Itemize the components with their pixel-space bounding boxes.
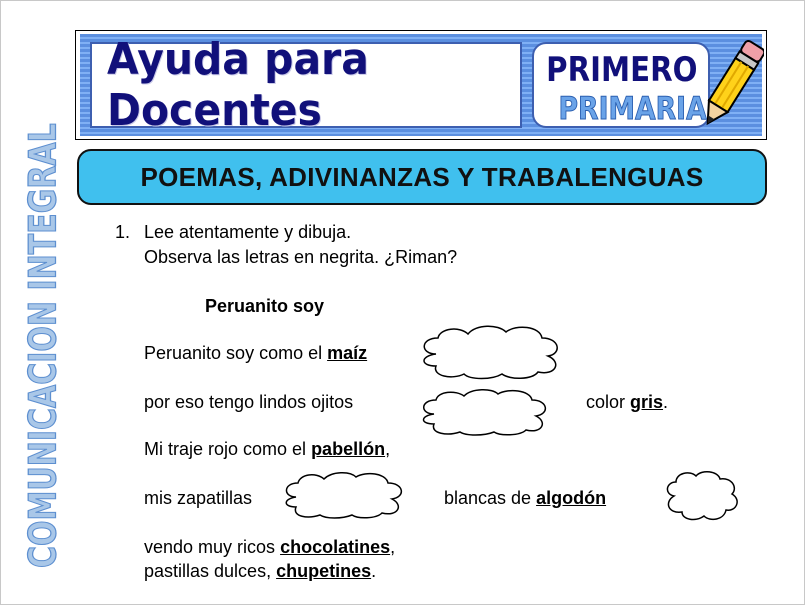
poem-line-1 — [144, 343, 367, 364]
poem-line-2b-text: color — [586, 392, 631, 412]
grade-line-1: PRIMERO — [546, 50, 698, 90]
poem-line-5-text: vendo muy ricos — [144, 537, 281, 557]
pencil-icon — [698, 36, 764, 136]
drawing-cloud-2 — [416, 388, 554, 436]
grade-box — [532, 42, 710, 128]
drawing-cloud-4 — [662, 470, 742, 522]
poem-line-6 — [144, 561, 376, 582]
poem-line-6-end: . — [371, 561, 377, 581]
poem-line-2b — [586, 392, 668, 413]
drawing-cloud-1 — [416, 324, 566, 380]
header-banner — [75, 30, 767, 140]
section-title-box — [77, 149, 767, 205]
instruction-line-1: Lee atentamente y dibuja. — [144, 222, 352, 242]
brand-title: Ayuda para Docentes — [106, 34, 369, 136]
poem-line-5 — [144, 537, 395, 558]
rhyme-word-algodon: algodón — [536, 488, 607, 508]
rhyme-word-pabellon: pabellón — [311, 439, 386, 459]
poem-line-3-end: , — [385, 439, 391, 459]
poem-line-6-text: pastillas dulces, — [144, 561, 277, 581]
rhyme-word-chocolatines: chocolatines — [280, 537, 391, 557]
side-label-text: COMUNICACION INTEGRAL — [21, 123, 66, 568]
poem-line-4b-text: blancas de — [444, 488, 537, 508]
poem-title: Peruanito soy — [205, 296, 325, 316]
poem-line-3 — [144, 439, 390, 460]
poem-line-1-text: Peruanito soy como el — [144, 343, 328, 363]
section-title: POEMAS, ADIVINANZAS Y TRABALENGUAS — [140, 161, 704, 192]
poem-line-4: mis zapatillas — [144, 488, 253, 508]
instruction-line-2: Observa las letras en negrita. ¿Riman? — [144, 247, 458, 267]
banner-background — [80, 34, 762, 136]
rhyme-word-chupetines: chupetines — [276, 561, 372, 581]
side-label — [21, 123, 66, 568]
exercise-number: 1. — [115, 222, 131, 242]
grade-line-2: PRIMARIA — [558, 91, 707, 127]
rhyme-word-maiz: maíz — [327, 343, 368, 363]
rhyme-word-gris: gris — [630, 392, 664, 412]
poem-line-3-text: Mi traje rojo como el — [144, 439, 312, 459]
poem-line-5-end: , — [390, 537, 396, 557]
brand-box — [90, 34, 522, 136]
poem-line-2: por eso tengo lindos ojitos — [144, 392, 354, 412]
poem-line-2b-end: . — [663, 392, 669, 412]
poem-line-4b — [444, 488, 606, 509]
drawing-cloud-3 — [280, 470, 408, 520]
